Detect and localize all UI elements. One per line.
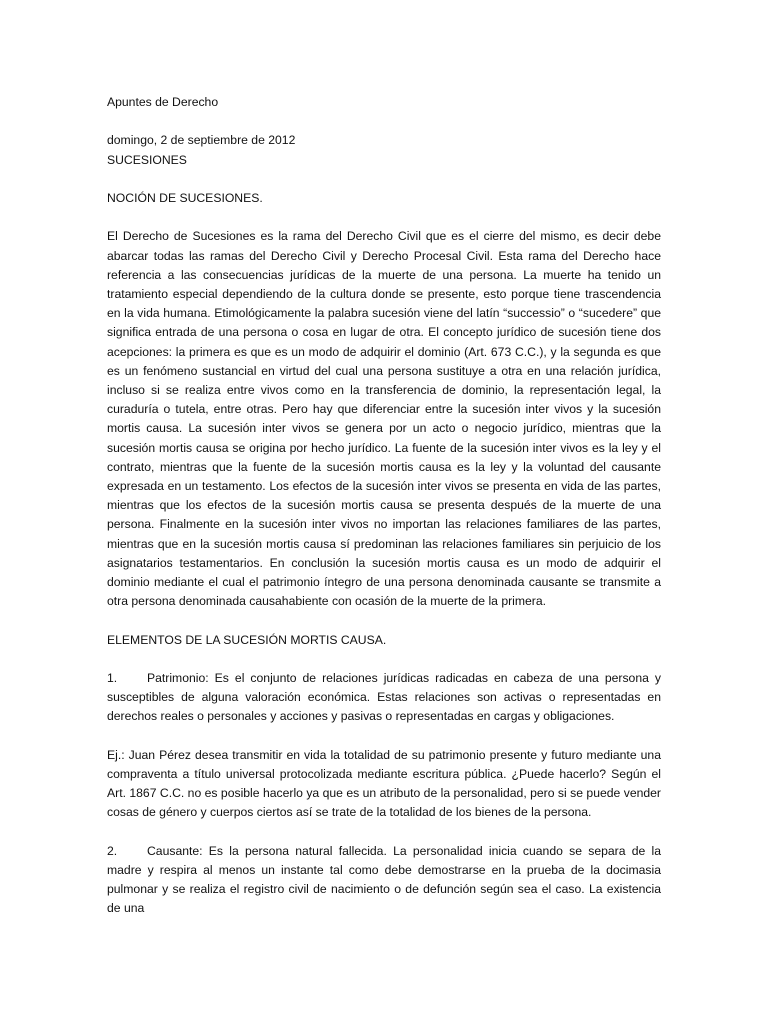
post-date: domingo, 2 de septiembre de 2012 [107,133,296,148]
document-page [107,93,661,919]
list-item-text: Patrimonio: Es el conjunto de relaciones jurídicas radicadas en cabeza de una persona y susceptibles de alguna valoración económica. Estas relaciones son activas o representadas en derechos reales o personales y acciones y pasivas o representadas en cargas y obligaciones. [107,671,661,724]
section-heading-nocion: NOCIÓN DE SUCESIONES. [107,190,263,205]
list-item-text: Causante: Es la persona natural fallecida. La personalidad inicia cuando se separa de la madre y respira al menos un instante tal como debe demostrarse en la prueba de la docimasia pulmonar y se realiza el registro civil de nacimiento o de defunción según sea el caso. La existencia de una [107,843,661,916]
spacer [107,650,661,669]
section-heading-elementos: ELEMENTOS DE LA SUCESIÓN MORTIS CAUSA. [107,632,387,647]
spacer [107,112,661,131]
paragraph-nocion: El Derecho de Sucesiones es la rama del Derecho Civil que es el cierre del mismo, es decir debe abarcar todas las ramas del Derecho Civil y Derecho Procesal Civil. Esta rama del Derecho hace referencia a las consecuencias jurídicas de la muerte de una persona. La muerte ha tenido un tratamiento especial dependiendo de la cultura donde se presente, esto porque tiene trascendencia en la vida humana. Etimológicamente la palabra sucesión viene del latín “successio” o “sucedere” que significa entrada de una persona o cosa en lugar de otra. El concepto jurídico de sucesión tiene dos acepciones: la primera es que es un modo de adquirir el dominio (Art. 673 C.C.), y la segunda es que es un fenómeno sustancial en virtud del cual una persona sustituye a otra en una relación jurídica, incluso si se realiza entre vivos como en la transferencia de dominio, la representación legal, la curaduría o tutela, entre otras. Pero hay que diferenciar entre la sucesión inter vivos y la sucesión mortis causa. La sucesión inter vivos se genera por un acto o negocio jurídico, mientras que la sucesión mortis causa se origina por hecho jurídico. La fuente de la sucesión inter vivos es la ley y el contrato, mientras que la fuente de la sucesión mortis causa es la ley y la voluntad del causante expresada en un testamento. Los efectos de la sucesión inter vivos se presenta en vida de las partes, mientras que los efectos de la sucesión mortis causa se presenta después de la muerte de una persona. Finalmente en la sucesión inter vivos no importan las relaciones familiares de las partes, mientras que en la sucesión mortis causa sí predominan las relaciones familiares sin perjuicio de los asignatarios testamentarios. En conclusión la sucesión mortis causa es un modo de adquirir el dominio mediante el cual el patrimonio íntegro de una persona denominada causante se transmite a otra persona denominada causahabiente con ocasión de la muerte de la primera. [107,229,661,609]
blog-title: Apuntes de Derecho [107,95,219,109]
list-item-number: 2. [107,843,118,858]
post-title: SUCESIONES [107,152,187,167]
spacer [107,208,661,227]
list-item-causante [107,842,661,919]
paragraph-example: Ej.: Juan Pérez desea transmitir en vida la totalidad de su patrimonio presente y futuro mediante una compraventa a título universal protocolizada mediante escritura pública. ¿Puede hacerlo? Según el Art. 1867 C.C. no es posible hacerlo ya que es un atributo de la personalidad, pero si se puede vender cosas de género y cuerpos ciertos así se trate de la totalidad de los bienes de la persona. [107,747,661,820]
list-item-patrimonio [107,669,661,727]
list-item-number: 1. [107,671,118,686]
spacer [107,170,661,189]
